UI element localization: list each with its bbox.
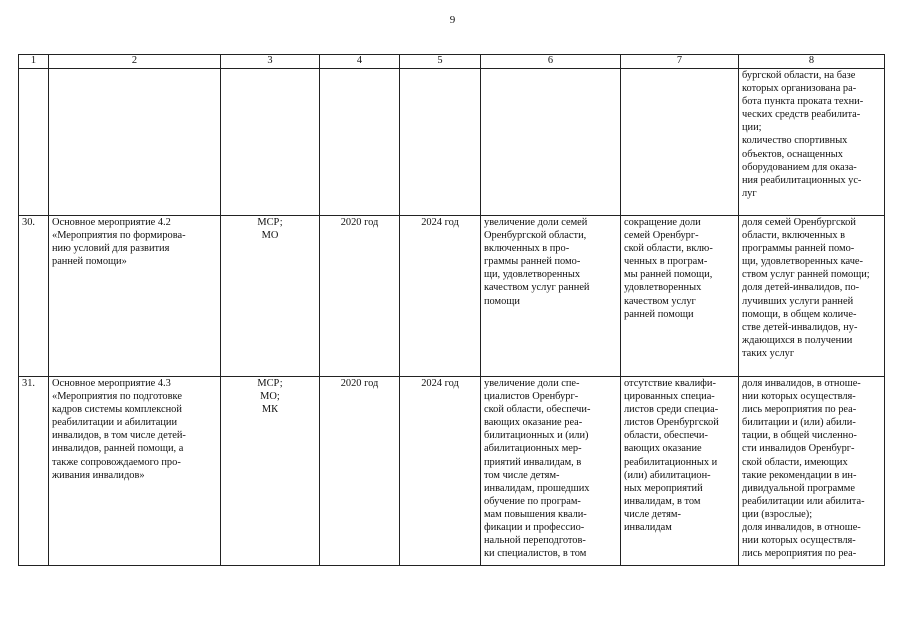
column-header-3: 3 bbox=[221, 55, 320, 69]
start-year: 2020 год bbox=[320, 377, 400, 566]
start-year bbox=[320, 69, 400, 216]
expected-result: увеличение доли семей Оренбургской области, включенных в про- граммы ранней помо- щи, удовлетворенных качеством услуг ранней помощи bbox=[481, 216, 621, 377]
linked-indicators: доля семей Оренбургской области, включенных в программы ранней помо- щи, удовлетворенных каче- ством услуг ранней помощи; доля детей-инвалидов, по- лучивших услуги ранней помощи, в общем количе- стве детей-инвалидов, ну- ждающихся в получении таких услуг bbox=[739, 216, 885, 377]
start-year: 2020 год bbox=[320, 216, 400, 377]
row-number bbox=[19, 69, 49, 216]
end-year: 2024 год bbox=[400, 377, 481, 566]
non-implementation-consequences: отсутствие квалифи- цированных специа- листов среди специа- листов Оренбургской области, обеспечи- вающих оказание реабилитационных и (или) абилитацион- ных мероприятий инвалидам, в том числе детям- инвалидам bbox=[621, 377, 739, 566]
header-row bbox=[19, 55, 885, 69]
row-number: 30. bbox=[19, 216, 49, 377]
expected-result: увеличение доли спе- циалистов Оренбург- ской области, обеспечи- вающих оказание реа- билитационных и (или) абилитационных мер- приятий инвалидам, в том числе детям- инвалидам, прошедших обучение по програм- мам повышения квали- фикации и профессио- нальной переподготов- ки специалистов, в том bbox=[481, 377, 621, 566]
linked-indicators: бургской области, на базе которых организована ра- бота пункта проката техни- ческих средств реабилита- ции; количество спортивных объектов, оснащенных оборудованием для оказа- ния реабилитационных ус- луг bbox=[739, 69, 885, 216]
end-year: 2024 год bbox=[400, 216, 481, 377]
expected-result bbox=[481, 69, 621, 216]
table-row bbox=[19, 377, 885, 566]
column-header-4: 4 bbox=[320, 55, 400, 69]
measures-table bbox=[18, 54, 885, 566]
table-row bbox=[19, 216, 885, 377]
measure-name: Основное мероприятие 4.2 «Мероприятия по формирова- нию условий для развития ранней помощи» bbox=[49, 216, 221, 377]
end-year bbox=[400, 69, 481, 216]
non-implementation-consequences bbox=[621, 69, 739, 216]
non-implementation-consequences: сокращение доли семей Оренбург- ской области, вклю- ченных в програм- мы ранней помощи, удовлетворенных качеством услуг ранней помощи bbox=[621, 216, 739, 377]
executors bbox=[221, 69, 320, 216]
measure-name: Основное мероприятие 4.3 «Мероприятия по подготовке кадров системы комплексной реабилитации и абилитации инвалидов, в том числе детей- инвалидов, ранней помощи, а также сопровождаемого про- живания инвалидов» bbox=[49, 377, 221, 566]
executors: МСР; МО; МК bbox=[221, 377, 320, 566]
executors: МСР; МО bbox=[221, 216, 320, 377]
measure-name bbox=[49, 69, 221, 216]
page-number: 9 bbox=[449, 14, 456, 26]
column-header-1: 1 bbox=[19, 55, 49, 69]
linked-indicators: доля инвалидов, в отноше- нии которых осуществля- лись мероприятия по реа- билитации и (или) абили- тации, в общей численно- сти инвалидов Оренбург- ской области, имеющих такие рекомендации в ин- дивидуальной программе реабилитации или абилита- ции (взрослые); доля инвалидов, в отноше- нии которых осуществля- лись мероприятия по реа- bbox=[739, 377, 885, 566]
table-row bbox=[19, 69, 885, 216]
column-header-8: 8 bbox=[739, 55, 885, 69]
column-header-7: 7 bbox=[621, 55, 739, 69]
column-header-6: 6 bbox=[481, 55, 621, 69]
row-number: 31. bbox=[19, 377, 49, 566]
column-header-2: 2 bbox=[49, 55, 221, 69]
column-header-5: 5 bbox=[400, 55, 481, 69]
